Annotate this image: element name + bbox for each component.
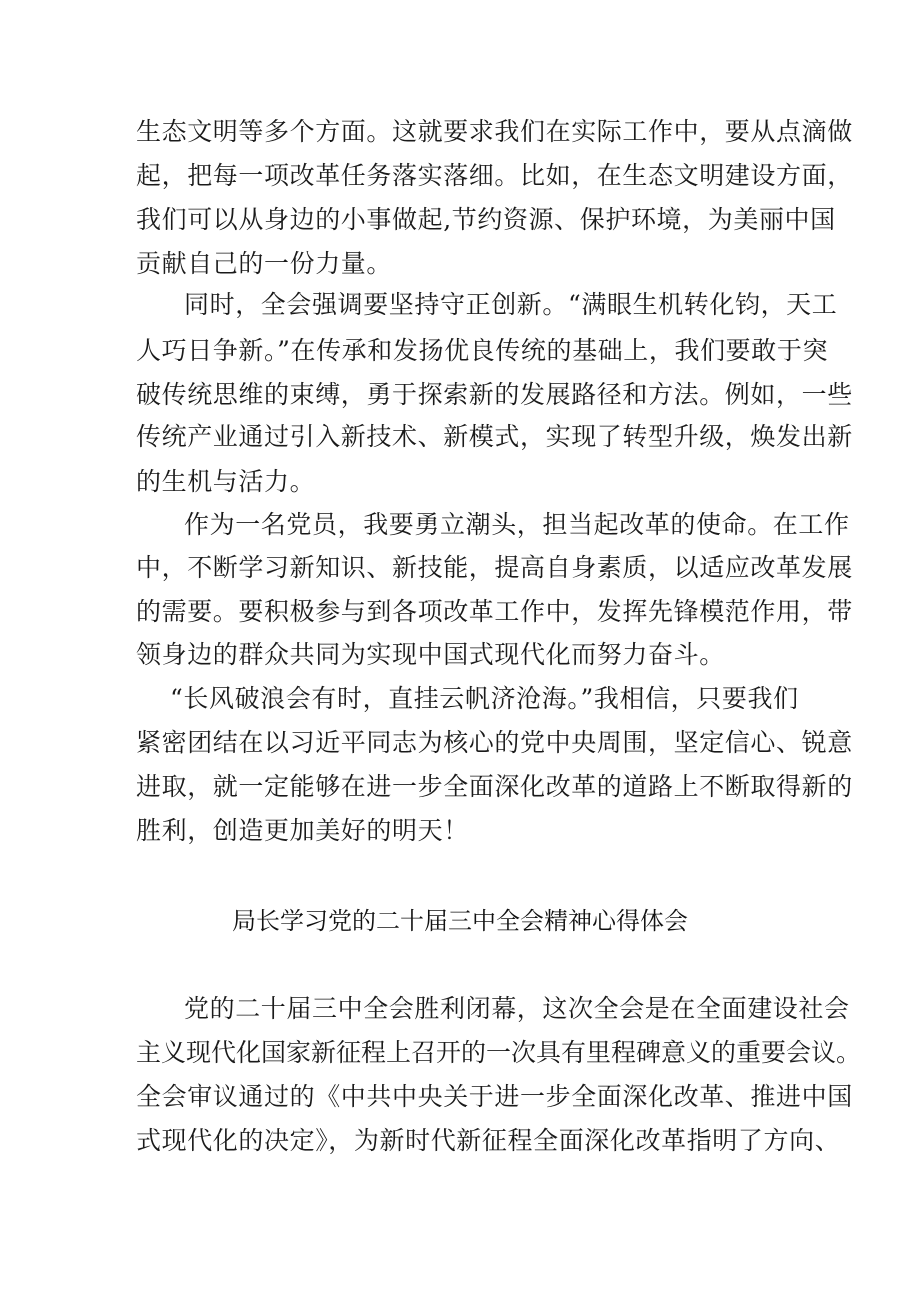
text-line: 胜利，创造更加美好的明天！ bbox=[136, 816, 469, 845]
text-line: 主义现代化国家新征程上召开的一次具有里程碑意义的重要会议。 bbox=[136, 1038, 862, 1067]
text-line: 的需要。要积极参与到各项改革工作中，发挥先锋模范作用，带 bbox=[136, 597, 853, 626]
text-line: “长风破浪会有时，直挂云帆济沧海。”我相信，只要我们 bbox=[170, 684, 799, 713]
text-line: 起，把每一项改革任务落实落细。比如，在生态文明建设方面， bbox=[136, 161, 853, 190]
text-line: 领身边的群众共同为实现中国式现代化而努力奋斗。 bbox=[136, 640, 725, 669]
text-line: 进取，就一定能够在进一步全面深化改革的道路上不断取得新的 bbox=[136, 772, 853, 801]
document-title: 局长学习党的二十届三中全会精神心得体会 bbox=[232, 907, 688, 935]
text-line: 传统产业通过引入新技术、新模式，实现了转型升级，焕发出新 bbox=[136, 422, 853, 451]
text-line: 作为一名党员，我要勇立潮头，担当起改革的使命。在工作 bbox=[184, 510, 850, 539]
text-line: 紧密团结在以习近平同志为核心的党中央周围，坚定信心、锐意 bbox=[136, 728, 853, 757]
text-line: 党的二十届三中全会胜利闭幕，这次全会是在全面建设社会 bbox=[184, 994, 850, 1023]
text-line: 我们可以从身边的小事做起,节约资源、保护环境，为美丽中国 bbox=[136, 205, 836, 234]
text-line: 人巧日争新。”在传承和发扬优良传统的基础上，我们要敢于突 bbox=[136, 336, 829, 365]
text-line: 生态文明等多个方面。这就要求我们在实际工作中，要从点滴做 bbox=[136, 117, 853, 146]
text-line: 中，不断学习新知识、新技能，提高自身素质，以适应改革发展 bbox=[136, 553, 853, 582]
text-line: 同时，全会强调要坚持守正创新。“满眼生机转化钧，天工 bbox=[184, 290, 838, 319]
text-line: 的生机与活力。 bbox=[136, 467, 316, 496]
text-line: 贡献自己的一份力量。 bbox=[136, 249, 393, 278]
text-line: 式现代化的决定》，为新时代新征程全面深化改革指明了方向、 bbox=[136, 1126, 841, 1155]
text-line: 破传统思维的束缚，勇于探索新的发展路径和方法。例如，一些 bbox=[136, 380, 853, 409]
text-line: 全会审议通过的《中共中央关于进一步全面深化改革、推进中国 bbox=[136, 1082, 853, 1111]
